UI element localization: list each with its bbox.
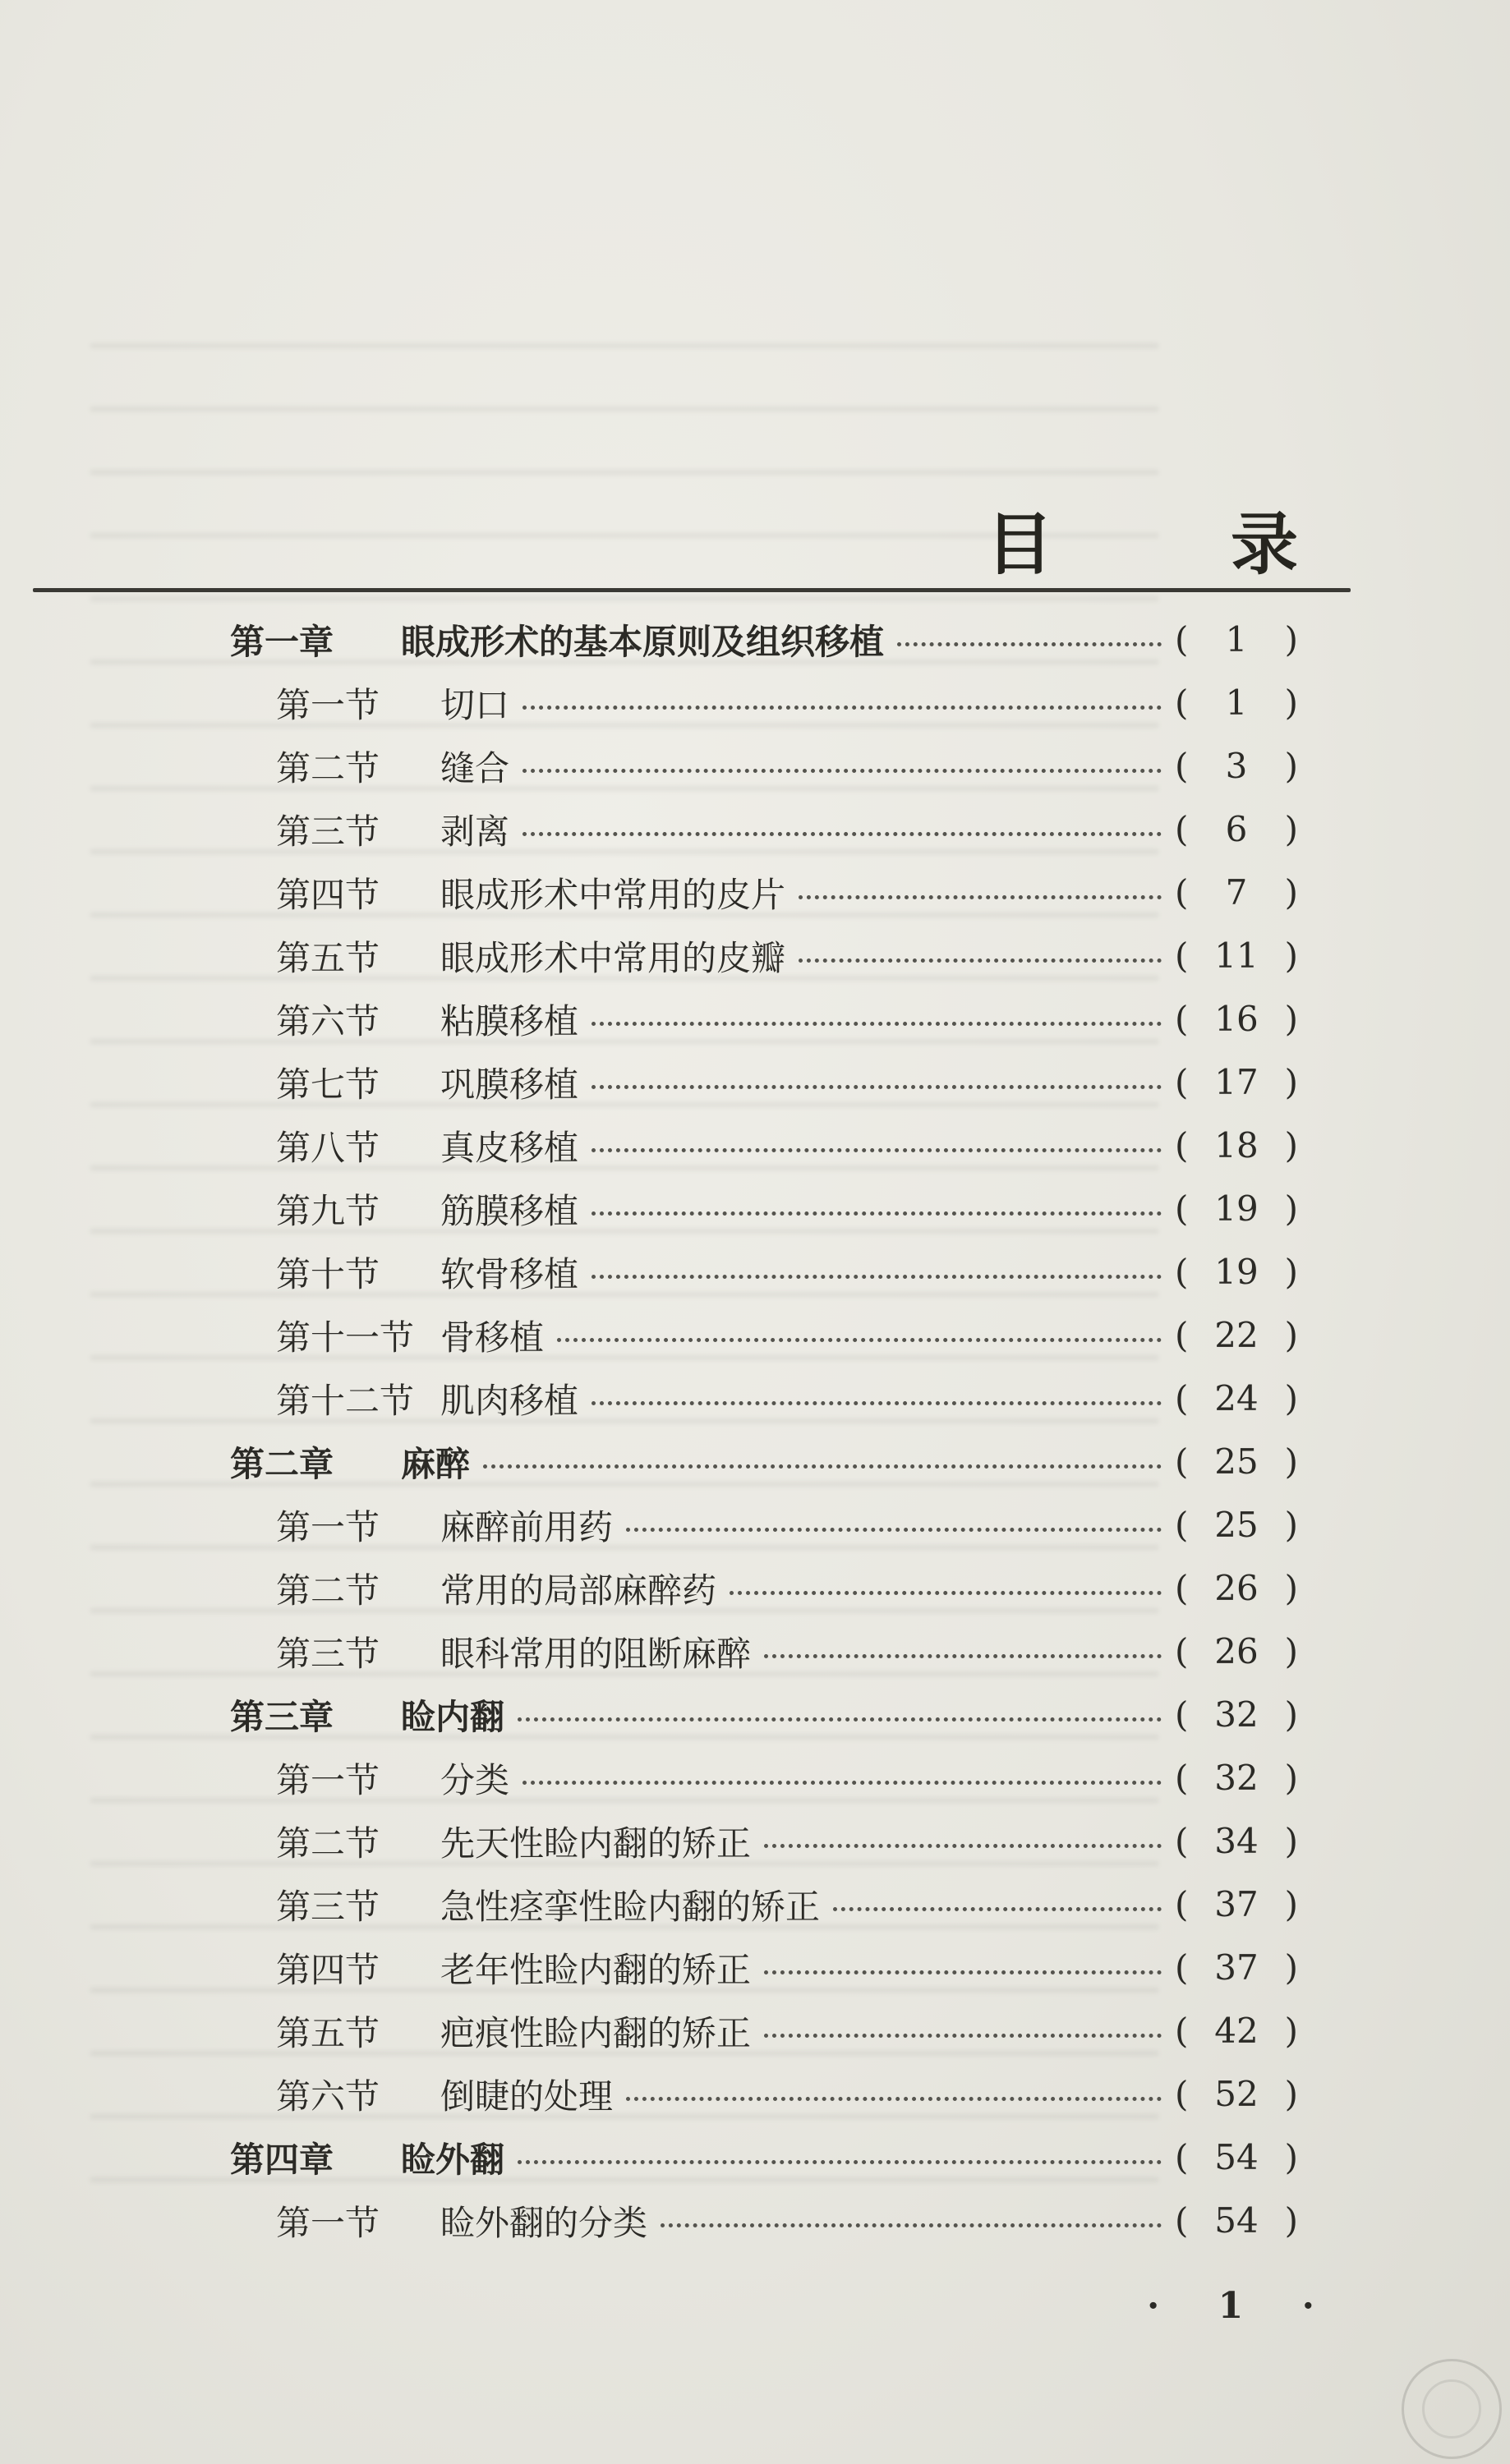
toc-section-row [230, 1303, 1298, 1367]
toc-section-row [230, 1240, 1298, 1303]
close-paren: ) [1284, 619, 1298, 660]
toc-entry-title: 睑外翻的分类 [440, 2202, 648, 2243]
open-paren: ( [1175, 746, 1189, 786]
toc-section-row [230, 1620, 1298, 1683]
toc-page-number: 52 [1214, 2074, 1259, 2114]
open-paren: ( [1175, 1758, 1189, 1798]
toc-entry-number: 第三节 [276, 811, 380, 852]
toc-entry-number: 第二章 [230, 1443, 334, 1484]
toc-page-ref [1175, 1505, 1298, 1545]
open-paren: ( [1175, 1884, 1189, 1924]
toc-entry-title: 缝合 [440, 747, 510, 788]
dot-leader [897, 642, 1162, 646]
toc-entry-title: 分类 [440, 1759, 510, 1800]
toc-entry-number: 第三节 [276, 1886, 380, 1927]
title-char-left: 目 [986, 506, 1054, 584]
toc-section-row [230, 1999, 1298, 2062]
close-paren: ) [1284, 1315, 1298, 1355]
close-paren: ) [1284, 1947, 1298, 1988]
dot-leader [518, 1717, 1162, 1722]
toc-entry-number: 第一节 [276, 1506, 380, 1547]
toc-section-row [230, 671, 1298, 734]
toc-page-ref [1175, 1441, 1298, 1482]
page-title [986, 491, 1298, 587]
close-paren: ) [1284, 2011, 1298, 2051]
toc-section-row [230, 987, 1298, 1050]
dot-leader [626, 1528, 1162, 1532]
toc-entry-title: 肌肉移植 [440, 1380, 579, 1421]
toc-entry-number: 第四章 [230, 2139, 334, 2180]
dot-leader [833, 1907, 1162, 1911]
toc-page-number: 37 [1214, 1947, 1259, 1988]
toc-entry-number: 第五节 [276, 937, 380, 978]
toc-entry-number: 第四节 [276, 874, 380, 915]
table-of-contents [230, 608, 1298, 2252]
dot-leader [764, 1844, 1162, 1848]
toc-section-row [230, 2189, 1298, 2252]
open-paren: ( [1175, 999, 1189, 1039]
toc-entry-title: 真皮移植 [440, 1127, 579, 1168]
toc-page-ref [1175, 2011, 1298, 2051]
dot-leader [518, 2160, 1162, 2164]
toc-page-number: 54 [1214, 2137, 1259, 2177]
toc-entry-title: 眼成形术中常用的皮瓣 [440, 937, 786, 978]
toc-entry-number: 第三节 [276, 1633, 380, 1674]
toc-section-row [230, 924, 1298, 987]
toc-entry-title: 筋膜移植 [440, 1190, 579, 1231]
toc-page-ref [1175, 2137, 1298, 2177]
toc-page-number: 18 [1214, 1125, 1259, 1165]
close-paren: ) [1284, 1821, 1298, 1861]
toc-page-ref [1175, 1758, 1298, 1798]
dot-leader [592, 1022, 1162, 1026]
toc-entry-title: 麻醉前用药 [440, 1506, 614, 1547]
toc-page-number: 32 [1214, 1758, 1259, 1798]
toc-page-ref [1175, 1378, 1298, 1418]
toc-page-number: 1 [1225, 619, 1248, 660]
open-paren: ( [1175, 619, 1189, 660]
toc-page-ref [1175, 872, 1298, 913]
toc-page-number: 26 [1214, 1631, 1259, 1671]
open-paren: ( [1175, 1568, 1189, 1608]
toc-page-number: 26 [1214, 1568, 1259, 1608]
open-paren: ( [1175, 2011, 1189, 2051]
close-paren: ) [1284, 1694, 1298, 1735]
toc-section-row [230, 2062, 1298, 2126]
toc-entry-number: 第三章 [230, 1696, 334, 1737]
close-paren: ) [1284, 1884, 1298, 1924]
open-paren: ( [1175, 1062, 1189, 1102]
toc-page-number: 24 [1214, 1378, 1259, 1418]
toc-entry-number: 第十一节 [276, 1317, 415, 1358]
toc-entry-number: 第六节 [276, 1000, 380, 1041]
toc-entry-number: 第十节 [276, 1253, 380, 1294]
toc-page-ref [1175, 1947, 1298, 1988]
toc-page-ref [1175, 999, 1298, 1039]
close-paren: ) [1284, 1568, 1298, 1608]
toc-page-ref [1175, 1694, 1298, 1735]
close-paren: ) [1284, 1441, 1298, 1482]
toc-entry-title: 倒睫的处理 [440, 2076, 614, 2117]
toc-entry-number: 第二节 [276, 1570, 380, 1611]
dot-leader [764, 1654, 1162, 1658]
close-paren: ) [1284, 872, 1298, 913]
open-paren: ( [1175, 1188, 1189, 1229]
close-paren: ) [1284, 2074, 1298, 2114]
toc-page-number: 54 [1214, 2200, 1259, 2241]
open-paren: ( [1175, 1125, 1189, 1165]
dot-leader [661, 2223, 1162, 2227]
toc-page-ref [1175, 1188, 1298, 1229]
toc-entry-title: 眼成形术中常用的皮片 [440, 874, 786, 915]
toc-page-ref [1175, 683, 1298, 723]
toc-chapter-row [230, 1683, 1298, 1746]
dot-leader [799, 958, 1162, 963]
close-paren: ) [1284, 1378, 1298, 1418]
toc-page-ref [1175, 1631, 1298, 1671]
toc-chapter-row [230, 1430, 1298, 1493]
toc-page-number: 17 [1214, 1062, 1259, 1102]
close-paren: ) [1284, 746, 1298, 786]
toc-entry-number: 第一节 [276, 1759, 380, 1800]
toc-page-ref [1175, 619, 1298, 660]
toc-page-number: 37 [1214, 1884, 1259, 1924]
toc-page-ref [1175, 2074, 1298, 2114]
toc-page-ref [1175, 1125, 1298, 1165]
toc-entry-number: 第九节 [276, 1190, 380, 1231]
toc-entry-number: 第一节 [276, 2202, 380, 2243]
toc-page-number: 6 [1225, 809, 1248, 849]
toc-entry-title: 剥离 [440, 811, 510, 852]
open-paren: ( [1175, 1694, 1189, 1735]
open-paren: ( [1175, 809, 1189, 849]
toc-page-ref [1175, 935, 1298, 976]
toc-page-ref [1175, 1252, 1298, 1292]
toc-page-number: 25 [1214, 1505, 1259, 1545]
toc-entry-number: 第一节 [276, 684, 380, 725]
open-paren: ( [1175, 2074, 1189, 2114]
toc-page-number: 19 [1214, 1188, 1259, 1229]
toc-entry-number: 第一章 [230, 621, 334, 662]
toc-page-number: 3 [1225, 746, 1248, 786]
open-paren: ( [1175, 1947, 1189, 1988]
open-paren: ( [1175, 935, 1189, 976]
toc-entry-title: 眼科常用的阻断麻醉 [440, 1633, 752, 1674]
dot-leader [730, 1591, 1162, 1595]
toc-entry-title: 麻醉 [401, 1443, 471, 1484]
dot-leader [764, 1970, 1162, 1974]
close-paren: ) [1284, 935, 1298, 976]
toc-page-ref [1175, 809, 1298, 849]
toc-entry-title: 疤痕性睑内翻的矫正 [440, 2012, 752, 2053]
toc-page-number: 34 [1214, 1821, 1259, 1861]
toc-page-number: 11 [1214, 935, 1259, 976]
open-paren: ( [1175, 1631, 1189, 1671]
dot-leader [557, 1338, 1162, 1342]
toc-entry-number: 第二节 [276, 747, 380, 788]
open-paren: ( [1175, 2200, 1189, 2241]
toc-page-ref [1175, 1884, 1298, 1924]
toc-entry-title: 巩膜移植 [440, 1064, 579, 1105]
dot-leader [799, 895, 1162, 899]
toc-section-row [230, 798, 1298, 861]
toc-page-number: 16 [1214, 999, 1259, 1039]
library-watermark-seal [1402, 2359, 1502, 2459]
close-paren: ) [1284, 2137, 1298, 2177]
open-paren: ( [1175, 2137, 1189, 2177]
toc-entry-title: 软骨移植 [440, 1253, 579, 1294]
toc-chapter-row [230, 2126, 1298, 2189]
toc-entry-number: 第十二节 [276, 1380, 415, 1421]
toc-page-number: 19 [1214, 1252, 1259, 1292]
toc-entry-number: 第八节 [276, 1127, 380, 1168]
dot-leader [592, 1211, 1162, 1216]
close-paren: ) [1284, 1062, 1298, 1102]
toc-page-ref [1175, 746, 1298, 786]
toc-section-row [230, 1556, 1298, 1620]
open-paren: ( [1175, 1441, 1189, 1482]
toc-section-row [230, 1936, 1298, 1999]
close-paren: ) [1284, 1631, 1298, 1671]
toc-section-row [230, 1873, 1298, 1936]
toc-chapter-row [230, 608, 1298, 671]
close-paren: ) [1284, 1758, 1298, 1798]
toc-page-ref [1175, 1315, 1298, 1355]
toc-entry-number: 第四节 [276, 1949, 380, 1990]
close-paren: ) [1284, 999, 1298, 1039]
toc-page-number: 42 [1214, 2011, 1259, 2051]
toc-entry-number: 第六节 [276, 2076, 380, 2117]
toc-section-row [230, 1367, 1298, 1430]
toc-section-row [230, 734, 1298, 798]
toc-section-row [230, 861, 1298, 924]
dot-leader [523, 769, 1162, 773]
toc-entry-number: 第五节 [276, 2012, 380, 2053]
toc-page-number: 7 [1225, 872, 1248, 913]
toc-page-ref [1175, 2200, 1298, 2241]
toc-section-row [230, 1493, 1298, 1556]
open-paren: ( [1175, 1252, 1189, 1292]
toc-page-number: 32 [1214, 1694, 1259, 1735]
toc-entry-title: 骨移植 [440, 1317, 545, 1358]
close-paren: ) [1284, 1188, 1298, 1229]
dot-leader [592, 1085, 1162, 1089]
toc-entry-number: 第七节 [276, 1064, 380, 1105]
toc-entry-title: 眼成形术的基本原则及组织移植 [401, 621, 885, 662]
toc-entry-title: 睑内翻 [401, 1696, 505, 1737]
toc-entry-title: 急性痉挛性睑内翻的矫正 [440, 1886, 821, 1927]
footer-page-number: · 1 · [1147, 2285, 1337, 2327]
close-paren: ) [1284, 1505, 1298, 1545]
toc-entry-title: 切口 [440, 684, 510, 725]
toc-entry-title: 粘膜移植 [440, 1000, 579, 1041]
close-paren: ) [1284, 1252, 1298, 1292]
toc-page-number: 22 [1214, 1315, 1259, 1355]
dot-leader [592, 1401, 1162, 1405]
dot-leader [523, 1781, 1162, 1785]
close-paren: ) [1284, 2200, 1298, 2241]
open-paren: ( [1175, 683, 1189, 723]
toc-page-ref [1175, 1821, 1298, 1861]
toc-section-row [230, 1809, 1298, 1873]
toc-section-row [230, 1114, 1298, 1177]
dot-leader [592, 1275, 1162, 1279]
open-paren: ( [1175, 1378, 1189, 1418]
title-char-right: 录 [1230, 506, 1298, 584]
toc-section-row [230, 1746, 1298, 1809]
close-paren: ) [1284, 683, 1298, 723]
toc-entry-number: 第二节 [276, 1823, 380, 1864]
close-paren: ) [1284, 809, 1298, 849]
dot-leader [483, 1464, 1162, 1469]
open-paren: ( [1175, 1505, 1189, 1545]
dot-leader [764, 2034, 1162, 2038]
close-paren: ) [1284, 1125, 1298, 1165]
toc-section-row [230, 1050, 1298, 1114]
dot-leader [592, 1148, 1162, 1152]
toc-entry-title: 先天性睑内翻的矫正 [440, 1823, 752, 1864]
toc-entry-title: 常用的局部麻醉药 [440, 1570, 717, 1611]
title-rule [33, 588, 1351, 592]
dot-leader [626, 2097, 1162, 2101]
open-paren: ( [1175, 872, 1189, 913]
dot-leader [523, 832, 1162, 836]
toc-page-ref [1175, 1568, 1298, 1608]
open-paren: ( [1175, 1315, 1189, 1355]
open-paren: ( [1175, 1821, 1189, 1861]
toc-entry-title: 睑外翻 [401, 2139, 505, 2180]
toc-page-number: 25 [1214, 1441, 1259, 1482]
toc-page-ref [1175, 1062, 1298, 1102]
toc-section-row [230, 1177, 1298, 1240]
toc-entry-title: 老年性睑内翻的矫正 [440, 1949, 752, 1990]
toc-page-number: 1 [1225, 683, 1248, 723]
dot-leader [523, 706, 1162, 710]
